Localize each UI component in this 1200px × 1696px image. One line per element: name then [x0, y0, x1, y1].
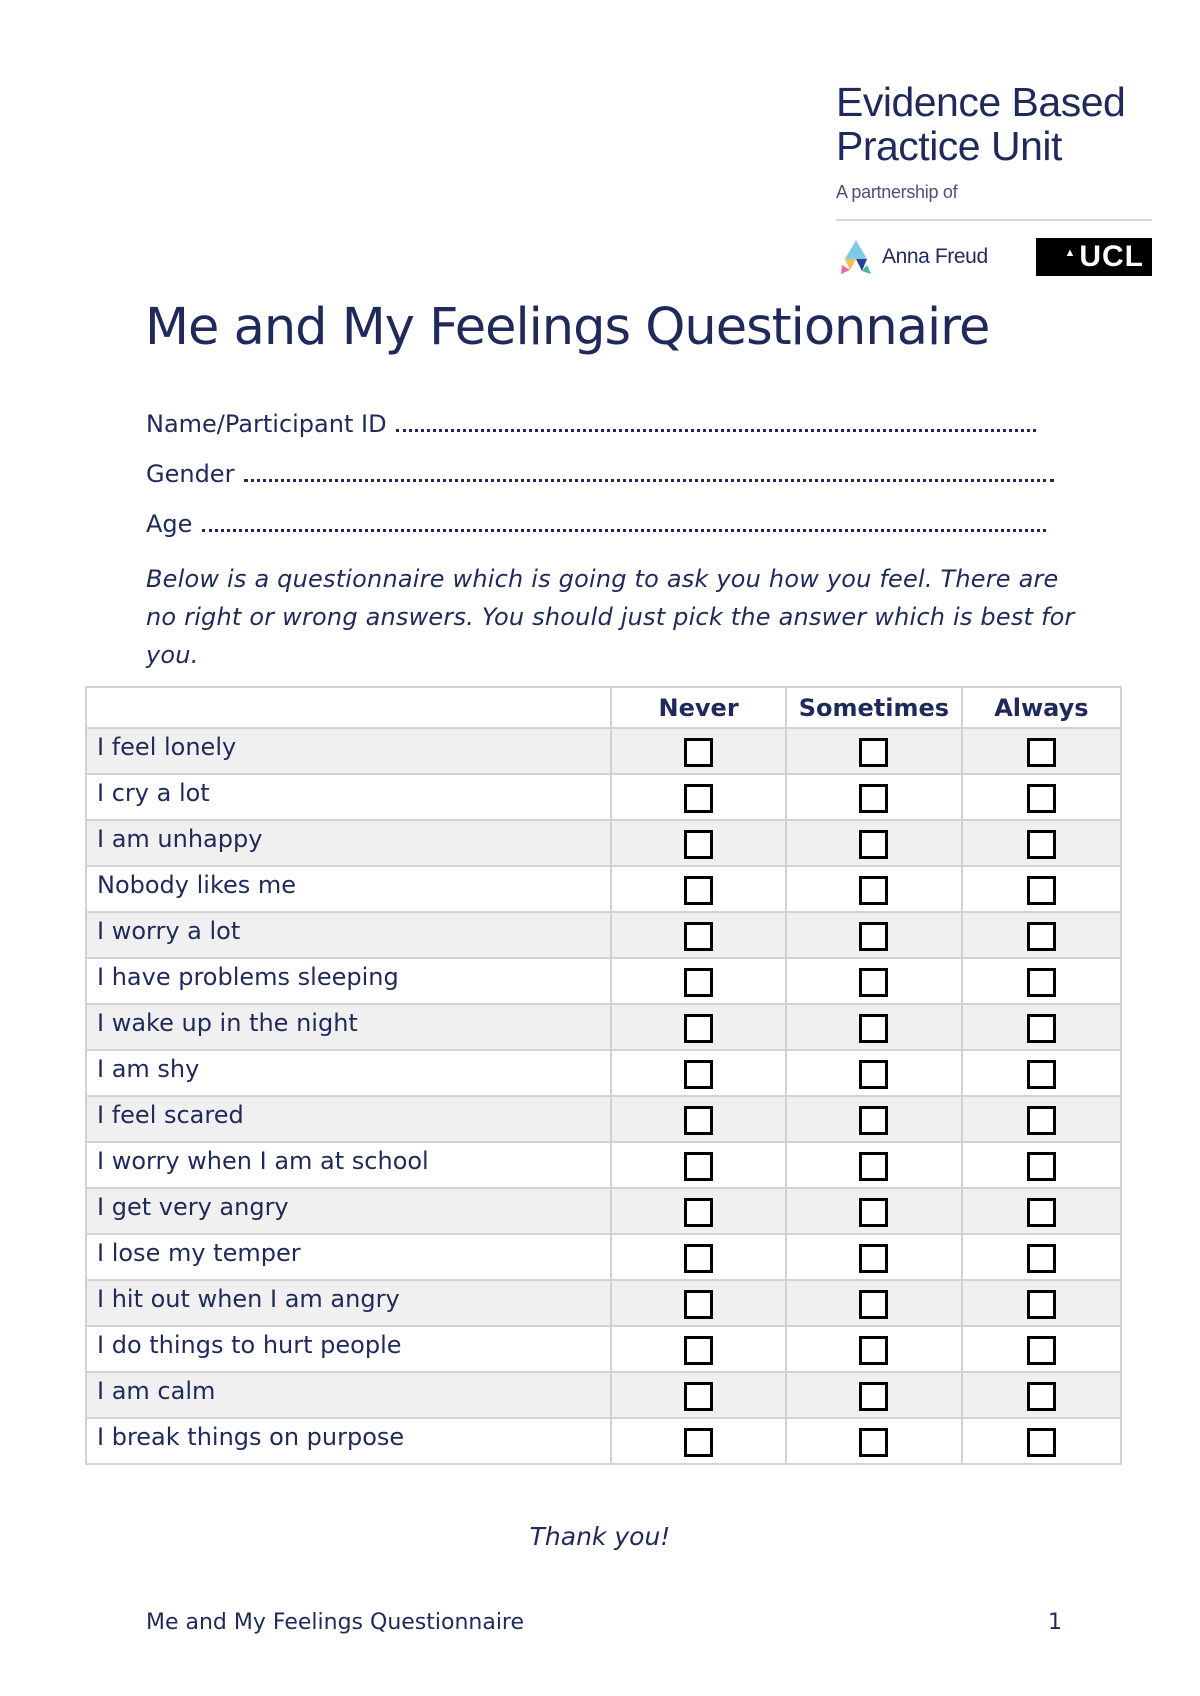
- never-cell: [611, 912, 786, 958]
- always-checkbox[interactable]: [1027, 1152, 1056, 1181]
- never-cell: [611, 1188, 786, 1234]
- item-label: I am calm: [86, 1372, 611, 1418]
- sometimes-checkbox[interactable]: [859, 738, 888, 767]
- never-checkbox[interactable]: [684, 1014, 713, 1043]
- sometimes-checkbox[interactable]: [859, 1244, 888, 1273]
- sometimes-cell: [786, 958, 962, 1004]
- always-checkbox[interactable]: [1027, 830, 1056, 859]
- name-dotted-line[interactable]: [396, 411, 1036, 432]
- always-checkbox[interactable]: [1027, 1014, 1056, 1043]
- always-checkbox[interactable]: [1027, 1336, 1056, 1365]
- never-checkbox[interactable]: [684, 1152, 713, 1181]
- always-cell: [962, 774, 1121, 820]
- never-checkbox[interactable]: [684, 1290, 713, 1319]
- item-label: I cry a lot: [86, 774, 611, 820]
- never-cell: [611, 1142, 786, 1188]
- table-row: [86, 728, 1121, 774]
- never-cell: [611, 1326, 786, 1372]
- table-row: [86, 1142, 1121, 1188]
- item-label: I am unhappy: [86, 820, 611, 866]
- sometimes-cell: [786, 1280, 962, 1326]
- never-cell: [611, 820, 786, 866]
- header-always: Always: [962, 687, 1121, 728]
- sometimes-checkbox[interactable]: [859, 1382, 888, 1411]
- item-label: I feel lonely: [86, 728, 611, 774]
- table-row: [86, 1188, 1121, 1234]
- always-cell: [962, 1004, 1121, 1050]
- table-row: [86, 1326, 1121, 1372]
- table-row: [86, 774, 1121, 820]
- item-label: I worry when I am at school: [86, 1142, 611, 1188]
- table-row: [86, 1096, 1121, 1142]
- item-label: I do things to hurt people: [86, 1326, 611, 1372]
- partner-logos: [836, 237, 1152, 277]
- footer-title: Me and My Feelings Questionnaire: [146, 1610, 525, 1635]
- ucl-logo: [1036, 238, 1152, 276]
- logo-title-line2: Practice Unit: [836, 123, 1062, 169]
- header-blank: [86, 687, 611, 728]
- sometimes-cell: [786, 774, 962, 820]
- never-cell: [611, 866, 786, 912]
- never-cell: [611, 728, 786, 774]
- item-label: Nobody likes me: [86, 866, 611, 912]
- sometimes-cell: [786, 1188, 962, 1234]
- table-row: [86, 912, 1121, 958]
- item-label: I am shy: [86, 1050, 611, 1096]
- sometimes-cell: [786, 1326, 962, 1372]
- always-checkbox[interactable]: [1027, 968, 1056, 997]
- item-label: I lose my temper: [86, 1234, 611, 1280]
- never-checkbox[interactable]: [684, 1106, 713, 1135]
- always-cell: [962, 958, 1121, 1004]
- always-checkbox[interactable]: [1027, 1382, 1056, 1411]
- always-checkbox[interactable]: [1027, 1198, 1056, 1227]
- sometimes-checkbox[interactable]: [859, 1290, 888, 1319]
- always-checkbox[interactable]: [1027, 1244, 1056, 1273]
- table-header-row: [86, 687, 1121, 728]
- item-label: I wake up in the night: [86, 1004, 611, 1050]
- never-cell: [611, 958, 786, 1004]
- never-cell: [611, 1234, 786, 1280]
- always-cell: [962, 1418, 1121, 1464]
- always-cell: [962, 1050, 1121, 1096]
- item-label: I worry a lot: [86, 912, 611, 958]
- sometimes-checkbox[interactable]: [859, 1198, 888, 1227]
- always-cell: [962, 1234, 1121, 1280]
- thank-you-text: Thank you!: [529, 1522, 671, 1551]
- never-checkbox[interactable]: [684, 1336, 713, 1365]
- always-cell: [962, 912, 1121, 958]
- sometimes-checkbox[interactable]: [859, 876, 888, 905]
- always-cell: [962, 1372, 1121, 1418]
- never-checkbox[interactable]: [684, 1428, 713, 1457]
- table-row: [86, 958, 1121, 1004]
- ebpu-logo: [836, 80, 1152, 277]
- sometimes-cell: [786, 728, 962, 774]
- sometimes-cell: [786, 820, 962, 866]
- never-cell: [611, 1004, 786, 1050]
- sometimes-checkbox[interactable]: [859, 784, 888, 813]
- always-cell: [962, 1142, 1121, 1188]
- item-label: I hit out when I am angry: [86, 1280, 611, 1326]
- always-cell: [962, 1188, 1121, 1234]
- table-row: [86, 1418, 1121, 1464]
- always-checkbox[interactable]: [1027, 876, 1056, 905]
- never-cell: [611, 1050, 786, 1096]
- never-checkbox[interactable]: [684, 1244, 713, 1273]
- never-checkbox[interactable]: [684, 1198, 713, 1227]
- table-body: [86, 728, 1121, 1464]
- gender-field[interactable]: [146, 460, 1054, 488]
- never-checkbox[interactable]: [684, 738, 713, 767]
- sometimes-checkbox[interactable]: [859, 1014, 888, 1043]
- never-checkbox[interactable]: [684, 1060, 713, 1089]
- table-row: [86, 820, 1121, 866]
- header-sometimes: Sometimes: [786, 687, 962, 728]
- sometimes-checkbox[interactable]: [859, 968, 888, 997]
- sometimes-checkbox[interactable]: [859, 1336, 888, 1365]
- sometimes-checkbox[interactable]: [859, 1060, 888, 1089]
- logo-divider: [836, 219, 1152, 221]
- always-checkbox[interactable]: [1027, 1060, 1056, 1089]
- sometimes-cell: [786, 1004, 962, 1050]
- never-checkbox[interactable]: [684, 1382, 713, 1411]
- logo-subtitle: A partnership of: [836, 182, 958, 202]
- anna-freud-logo: [836, 237, 988, 277]
- always-cell: [962, 1096, 1121, 1142]
- always-checkbox[interactable]: [1027, 1106, 1056, 1135]
- always-cell: [962, 866, 1121, 912]
- anna-freud-mark-icon: [836, 237, 876, 277]
- ucl-text: UCL: [1079, 240, 1144, 273]
- always-cell: [962, 820, 1121, 866]
- never-checkbox[interactable]: [684, 968, 713, 997]
- never-checkbox[interactable]: [684, 830, 713, 859]
- name-label: Name/Participant ID: [146, 410, 387, 438]
- table-row: [86, 1050, 1121, 1096]
- questionnaire-table: [85, 686, 1122, 1465]
- gender-label: Gender: [146, 460, 235, 488]
- table-row: [86, 1004, 1121, 1050]
- header-never: Never: [611, 687, 786, 728]
- never-checkbox[interactable]: [684, 876, 713, 905]
- item-label: I have problems sleeping: [86, 958, 611, 1004]
- gender-dotted-line[interactable]: [244, 461, 1054, 482]
- never-checkbox[interactable]: [684, 922, 713, 951]
- sometimes-cell: [786, 1372, 962, 1418]
- never-cell: [611, 1096, 786, 1142]
- sometimes-checkbox[interactable]: [859, 1428, 888, 1457]
- never-cell: [611, 1372, 786, 1418]
- sometimes-checkbox[interactable]: [859, 922, 888, 951]
- age-label: Age: [146, 510, 193, 538]
- age-dotted-line[interactable]: [202, 511, 1046, 532]
- sometimes-checkbox[interactable]: [859, 1152, 888, 1181]
- sometimes-cell: [786, 1050, 962, 1096]
- instructions-text: Below is a questionnaire which is going to ask you how you feel. There are no right or wrong answers. You should just pick the answer which is best for you.: [146, 565, 1075, 669]
- never-cell: [611, 774, 786, 820]
- item-label: I get very angry: [86, 1188, 611, 1234]
- age-field[interactable]: [146, 510, 1046, 538]
- sometimes-cell: [786, 866, 962, 912]
- page-number: 1: [1048, 1610, 1062, 1635]
- always-cell: [962, 1326, 1121, 1372]
- table-row: [86, 866, 1121, 912]
- sometimes-checkbox[interactable]: [859, 830, 888, 859]
- logo-title-line1: Evidence Based: [836, 79, 1126, 125]
- item-label: I feel scared: [86, 1096, 611, 1142]
- sometimes-cell: [786, 1418, 962, 1464]
- sometimes-cell: [786, 912, 962, 958]
- page-title: Me and My Feelings Questionnaire: [145, 298, 990, 357]
- item-label: I break things on purpose: [86, 1418, 611, 1464]
- never-checkbox[interactable]: [684, 784, 713, 813]
- always-cell: [962, 728, 1121, 774]
- always-checkbox[interactable]: [1027, 922, 1056, 951]
- ucl-dome-icon: ▲: [1064, 247, 1077, 259]
- sometimes-checkbox[interactable]: [859, 1106, 888, 1135]
- always-cell: [962, 1280, 1121, 1326]
- table-row: [86, 1372, 1121, 1418]
- always-checkbox[interactable]: [1027, 738, 1056, 767]
- anna-freud-text: Anna Freud: [882, 245, 988, 268]
- sometimes-cell: [786, 1142, 962, 1188]
- table-row: [86, 1280, 1121, 1326]
- always-checkbox[interactable]: [1027, 784, 1056, 813]
- never-cell: [611, 1418, 786, 1464]
- never-cell: [611, 1280, 786, 1326]
- table-row: [86, 1234, 1121, 1280]
- sometimes-cell: [786, 1096, 962, 1142]
- sometimes-cell: [786, 1234, 962, 1280]
- name-field[interactable]: [146, 410, 1036, 438]
- always-checkbox[interactable]: [1027, 1290, 1056, 1319]
- always-checkbox[interactable]: [1027, 1428, 1056, 1457]
